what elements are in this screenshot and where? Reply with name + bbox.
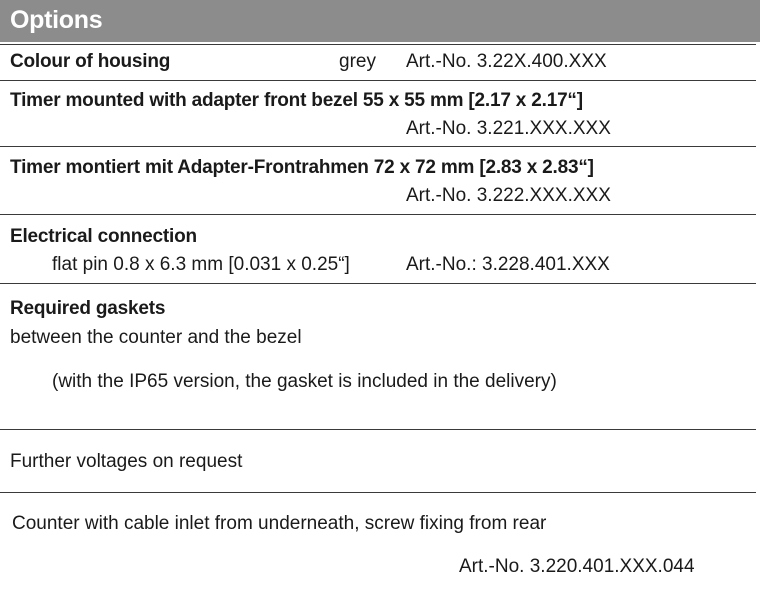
- electrical-label: Electrical connection: [10, 226, 197, 247]
- cable-inlet-art-no: Art.-No. 3.220.401.XXX.044: [459, 556, 695, 577]
- cable-inlet-text: Counter with cable inlet from underneath, screw fixing from rear: [12, 513, 547, 534]
- divider: [0, 214, 756, 215]
- divider: [0, 80, 756, 81]
- divider: [0, 283, 756, 284]
- gaskets-line-2: (with the IP65 version, the gasket is included in the delivery): [52, 371, 557, 392]
- electrical-detail: flat pin 0.8 x 6.3 mm [0.031 x 0.25“]: [52, 254, 350, 275]
- gaskets-label: Required gaskets: [10, 298, 166, 319]
- divider: [0, 44, 756, 45]
- options-header: [0, 0, 760, 42]
- timer-72-art-no: Art.-No. 3.222.XXX.XXX: [406, 185, 611, 206]
- divider: [0, 146, 756, 147]
- housing-art-no: Art.-No. 3.22X.400.XXX: [406, 51, 607, 72]
- divider: [0, 429, 756, 430]
- housing-value: grey: [339, 51, 376, 72]
- divider: [0, 492, 756, 493]
- timer-55-art-no: Art.-No. 3.221.XXX.XXX: [406, 118, 611, 139]
- housing-label: Colour of housing: [10, 51, 171, 72]
- page-title: Options: [10, 6, 103, 34]
- timer-55-label: Timer mounted with adapter front bezel 55 x 55 mm [2.17 x 2.17“]: [10, 90, 583, 111]
- electrical-art-no: Art.-No.: 3.228.401.XXX: [406, 254, 610, 275]
- gaskets-line-1: between the counter and the bezel: [10, 327, 302, 348]
- timer-72-label: Timer montiert mit Adapter-Frontrahmen 72 x 72 mm [2.83 x 2.83“]: [10, 157, 594, 178]
- voltages-text: Further voltages on request: [10, 451, 243, 472]
